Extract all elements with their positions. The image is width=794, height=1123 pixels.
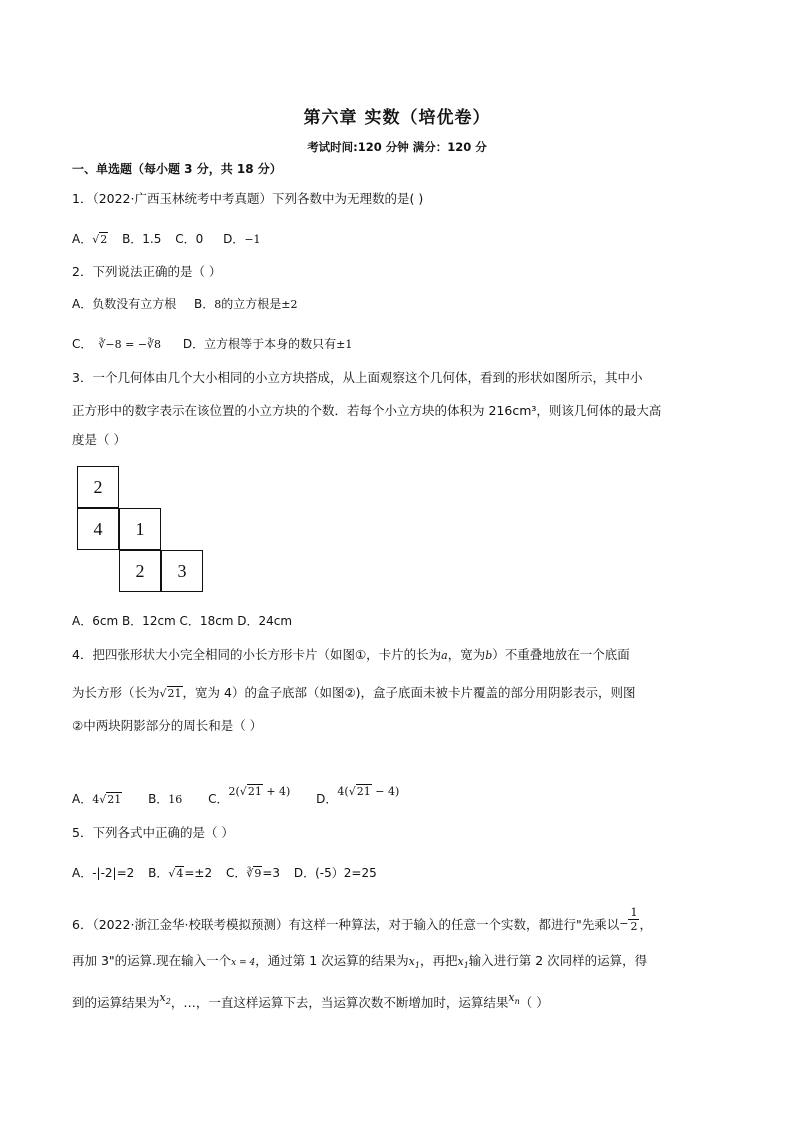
q1-option-a-math: √2	[92, 233, 108, 246]
section-heading: 一、单选题（每小题 3 分，共 18 分）	[72, 162, 282, 176]
q2-option-d-text: D．立方根等于本身的数只有	[182, 337, 337, 351]
q4-option-d-math: 4(√21 − 4)	[337, 785, 400, 798]
q5-stem: 5．下列各式中正确的是（ ）	[72, 825, 234, 840]
q3-line2: 正方形中的数字表示在该位置的小立方块的个数．若每个小立方块的体积为 216cm³，则该几何体的最大高	[72, 403, 662, 418]
q5-option-b-tail: =±2	[184, 866, 213, 880]
grid-cell: 2	[77, 466, 119, 508]
q2-option-c-label: C．	[72, 337, 93, 351]
q2-option-b-pm: ±2	[281, 298, 298, 311]
q2-option-b-text: 的立方根是	[221, 297, 282, 311]
q2-option-b-num: 8	[214, 298, 222, 311]
q6-line2-text-a: 再加 3"的运算.现在输入一个	[72, 953, 232, 968]
q1-stem: 1．（2022·广西玉林统考中考真题）下列各数中为无理数的是( )	[72, 191, 424, 206]
q6-line2-text-c: ，再把	[419, 953, 458, 968]
grid-cell: 2	[119, 550, 161, 592]
q2-option-d-pm: ±1	[336, 338, 353, 351]
q4-var-a: a	[441, 649, 448, 662]
q1-option-d-math: −1	[244, 233, 261, 246]
page-title: 第六章 实数（培优卷）	[303, 108, 491, 128]
q4-line2-text-b: ，宽为 4）的盒子底部（如图②)，盒子底面未被卡片覆盖的部分用阴影表示，则图	[182, 685, 636, 700]
q5-option-a: A．-|-2|=2	[72, 866, 135, 880]
q5-option-c-math: ∛9	[246, 867, 262, 880]
q4-option-b-math: 16	[168, 793, 183, 806]
q4-line1	[72, 645, 630, 663]
q1-option-d-label: D．	[223, 232, 245, 246]
q6-line3-text-c: （ ）	[519, 995, 549, 1010]
q6-line1	[72, 906, 652, 939]
q3-options: A．6cm B．12cm C．18cm D．24cm	[72, 614, 293, 628]
q3-line3: 度是（ ）	[72, 432, 126, 447]
q4-line2	[72, 683, 636, 701]
q6-line3-text-b: ，…，一直这样运算下去，当运算次数不断增加时，运算结果	[170, 995, 509, 1010]
grid-cell: 4	[77, 508, 119, 550]
q4-line1-text-b: ，宽为	[447, 647, 486, 662]
q6-x2: $x_2$	[159, 991, 171, 1007]
q2-option-b-label: B．	[194, 297, 215, 311]
q5-options	[72, 864, 377, 881]
q4-line2-text-a: 为长方形（长为	[72, 685, 160, 700]
q6-line3	[72, 993, 549, 1012]
grid-cell: 1	[119, 508, 161, 550]
q5-option-c-tail: =3	[262, 866, 281, 880]
q1-option-a-label: A．	[72, 232, 93, 246]
q2-option-a: A．负数没有立方根	[72, 297, 177, 311]
q4-line3: ②中两块阴影部分的周长和是（ ）	[72, 718, 263, 733]
q6-line1-end: ，	[639, 917, 652, 932]
q2-options-row1	[72, 295, 298, 312]
q6-line2-text-d: 输入进行第 2 次同样的运算，得	[468, 953, 648, 968]
q4-line1-text-a: 4．把四张形状大小完全相同的小长方形卡片（如图①，卡片的长为	[72, 647, 442, 662]
q6-xn: $x_n$	[508, 991, 520, 1007]
grid-cell: 3	[161, 550, 203, 592]
q5-option-b-math: √4	[168, 867, 184, 880]
q5-option-d: D．(-5）2=25	[293, 866, 377, 880]
q4-sqrt21: √21	[159, 687, 182, 700]
q1-option-c: C．0	[175, 232, 204, 246]
q6-line3-text-a: 到的运算结果为	[72, 995, 160, 1010]
q3-line1: 3．一个几何体由几个大小相同的小立方块搭成，从上面观察这个几何体，看到的形状如图所示，其中小	[72, 370, 643, 385]
q6-fraction: $\frac{1}{2}$	[630, 906, 638, 933]
q6-x1-again: $x_1$	[457, 955, 469, 971]
q4-options	[72, 785, 400, 807]
q4-option-d-label: D．	[316, 792, 338, 806]
exam-meta: 考试时间:120 分钟 满分：120 分	[307, 140, 487, 154]
q6-frac-sign: −	[619, 917, 629, 930]
q4-line1-text-c: ）不重叠地放在一个底面	[492, 647, 630, 662]
q1-options	[72, 230, 261, 247]
q4-option-a-math: 4√21	[92, 793, 122, 806]
q1-option-b: B．1.5	[122, 232, 162, 246]
q2-options-row2	[72, 335, 352, 352]
q6-x1: $x_1$	[408, 955, 420, 971]
q6-line2	[72, 951, 647, 970]
q2-stem: 2．下列说法正确的是（ ）	[72, 264, 222, 279]
q5-option-b-label: B．	[148, 866, 169, 880]
q4-option-b-label: B．	[148, 792, 169, 806]
q4-option-a-label: A．	[72, 792, 93, 806]
q2-option-c-math: ∛−8 = −∛8	[98, 338, 162, 351]
q4-var-b: b	[485, 649, 493, 662]
q6-line1-text: 6．（2022·浙江金华·校联考模拟预测）有这样一种算法，对于输入的任意一个实数，都进行"先乘以	[72, 917, 620, 932]
q4-option-c-math: 2(√21 + 4)	[228, 785, 291, 798]
q6-line2-text-b: ，通过第 1 次运算的结果为	[255, 953, 409, 968]
q5-option-c-label: C．	[225, 866, 247, 880]
q4-option-c-label: C．	[208, 792, 229, 806]
q6-x-eq: x = 4	[231, 958, 256, 968]
